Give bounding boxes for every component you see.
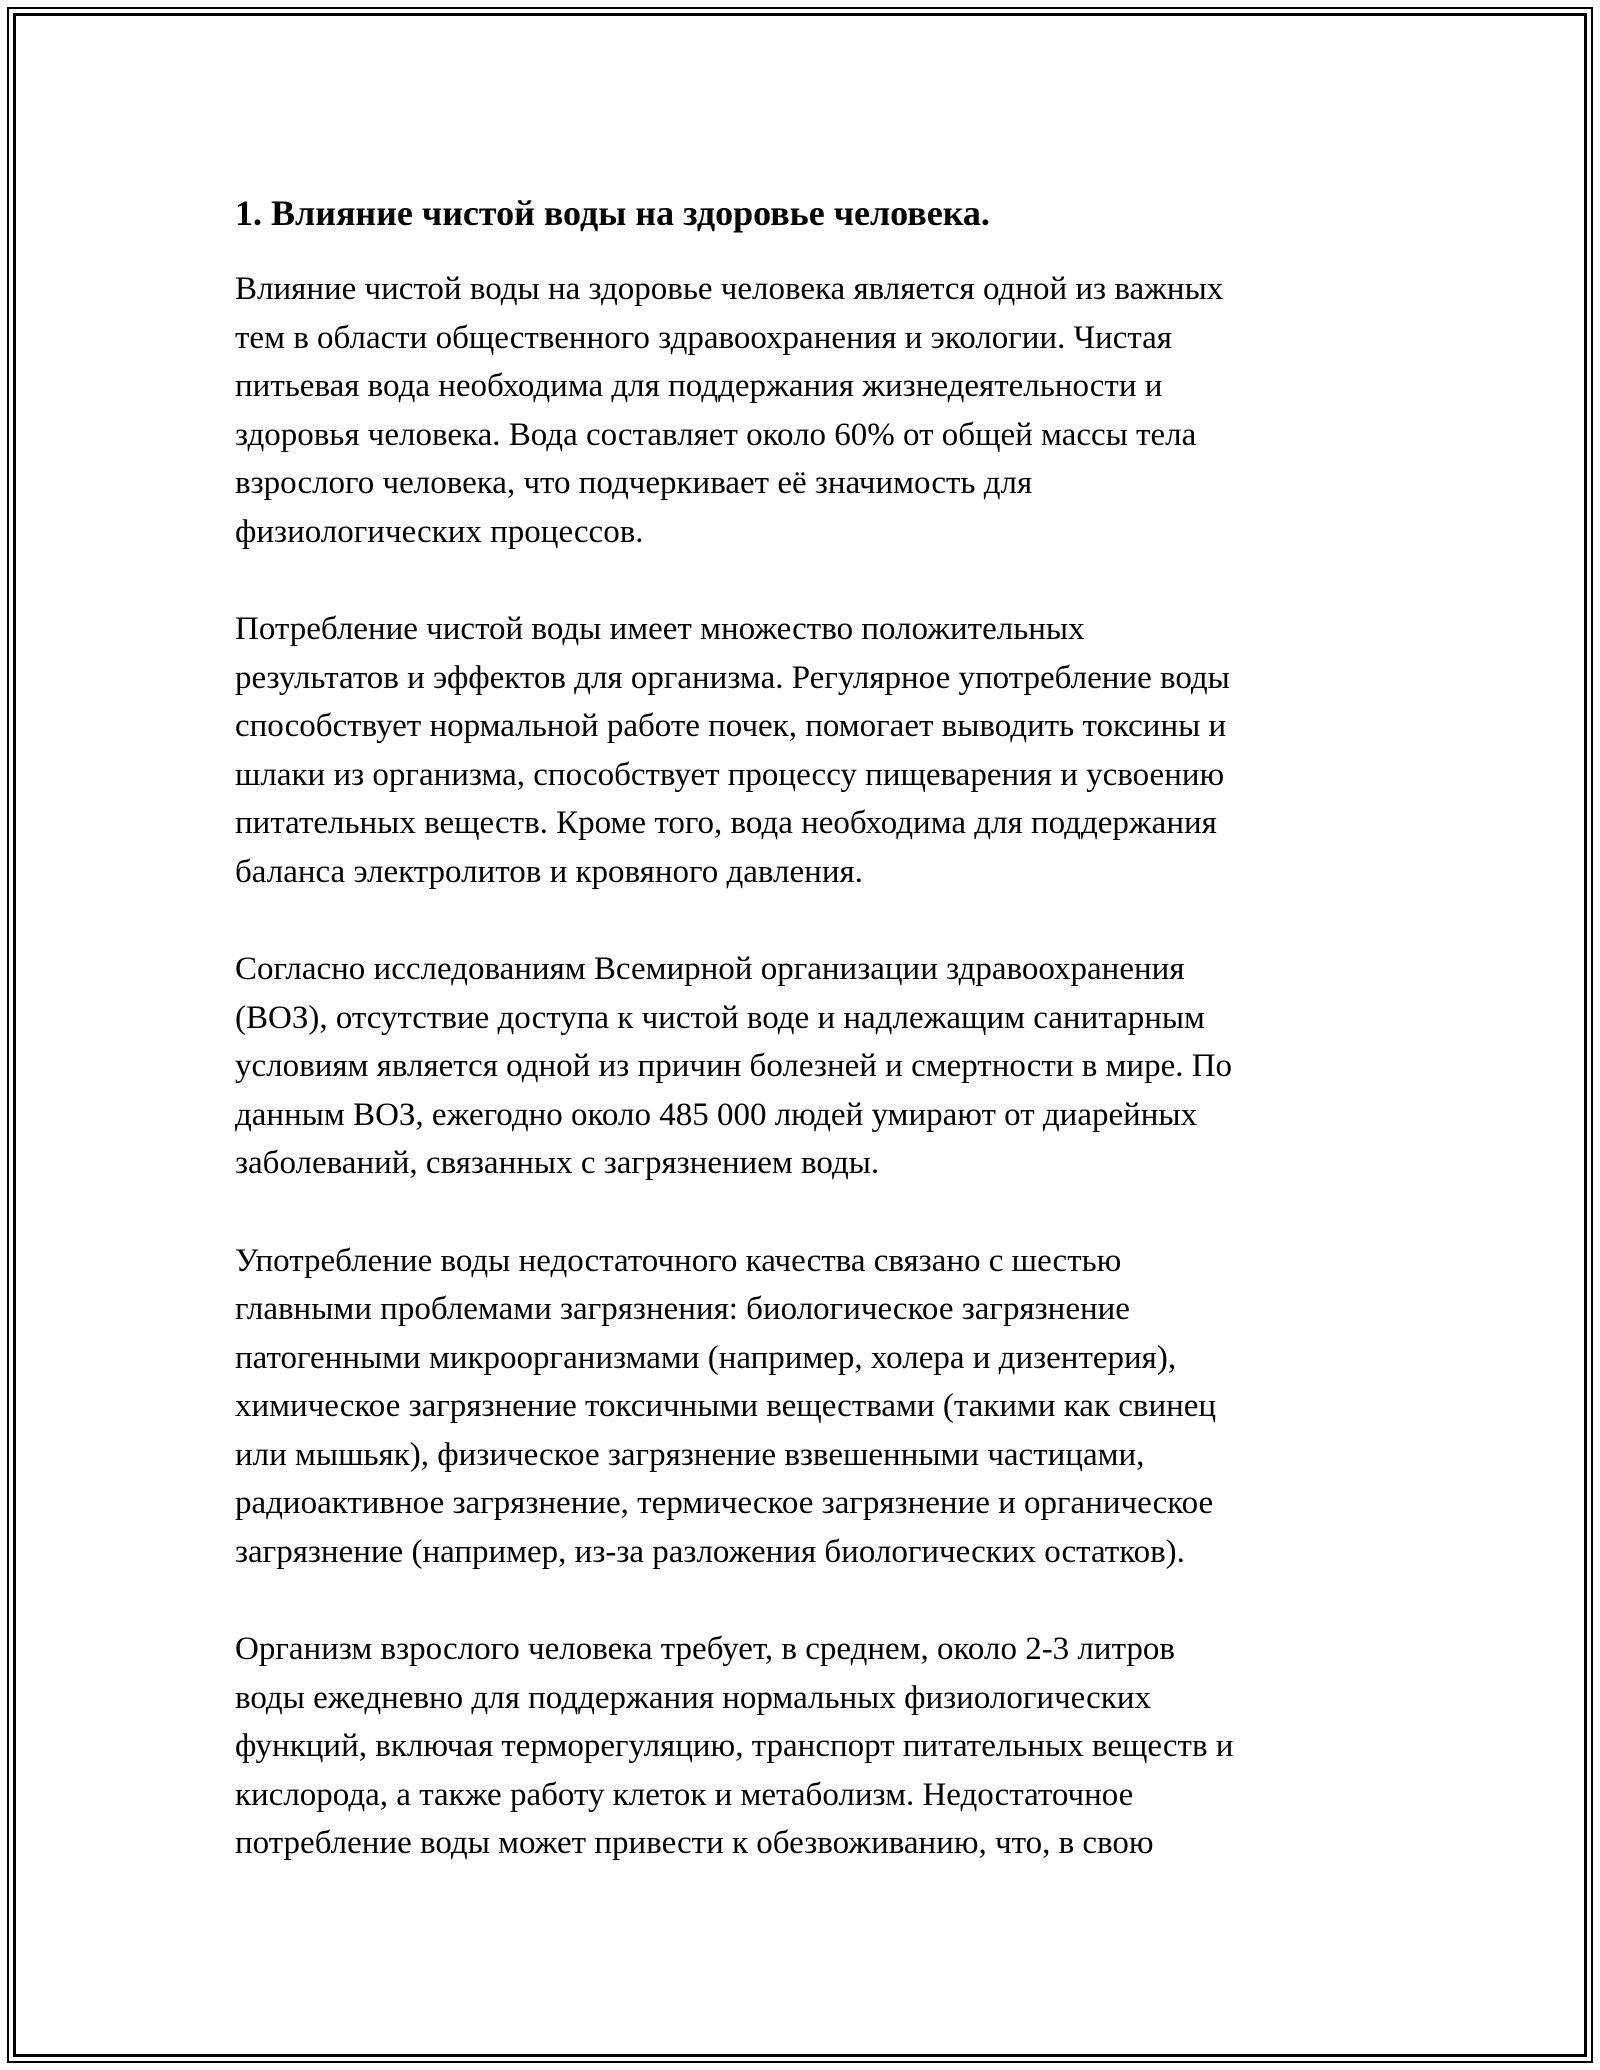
document-body	[235, 189, 1365, 1917]
text-line: (ВОЗ), отсутствие доступа к чистой воде и надлежащим санитарным	[235, 999, 1205, 1036]
text-line: способствует нормальной работе почек, помогает выводить токсины и	[235, 708, 1227, 744]
text-line: данным ВОЗ, ежегодно около 485 000 людей умирают от диарейных	[235, 1096, 1198, 1133]
text-line: кислорода, а также работу клеток и метаболизм. Недостаточное	[235, 1776, 1134, 1813]
text-line: Потребление чистой воды имеет множество положительных	[235, 611, 1085, 647]
text-line: Организм взрослого человека требует, в среднем, около 2-3 литров	[235, 1631, 1175, 1667]
paragraph	[235, 265, 1365, 556]
paragraph	[235, 1237, 1365, 1577]
text-line: питательных веществ. Кроме того, вода необходима для поддержания	[235, 805, 1217, 841]
text-line: патогенными микроорганизмами (например, холера и дизентерия),	[235, 1339, 1177, 1376]
paragraph	[235, 945, 1365, 1188]
text-line: Влияние чистой воды на здоровье человека является одной из важных	[235, 271, 1224, 307]
text-line: шлаки из организма, способствует процессу пищеварения и усвоению	[235, 756, 1225, 793]
text-line: физиологических процессов.	[235, 513, 644, 550]
text-line: главными проблемами загрязнения: биологическое загрязнение	[235, 1291, 1130, 1327]
text-line: загрязнение (например, из-за разложения биологических остатков).	[235, 1533, 1185, 1570]
text-line: питьевая вода необходима для поддержания жизнедеятельности и	[235, 368, 1163, 404]
text-line: воды ежедневно для поддержания нормальных физиологических	[235, 1679, 1151, 1716]
text-line: условиям является одной из причин болезней и смертности в мире. По	[235, 1048, 1233, 1084]
text-line: Употребление воды недостаточного качества связано с шестью	[235, 1242, 1122, 1279]
text-line: Согласно исследованиям Всемирной организации здравоохранения	[235, 951, 1185, 987]
text-line: химическое загрязнение токсичными веществами (такими как свинец	[235, 1388, 1217, 1424]
text-line: тем в области общественного здравоохранения и экологии. Чистая	[235, 319, 1172, 356]
text-line: или мышьяк), физическое загрязнение взвешенными частицами,	[235, 1436, 1145, 1473]
text-line: баланса электролитов и кровяного давления.	[235, 853, 863, 890]
text-line: взрослого человека, что подчеркивает её значимость для	[235, 465, 1033, 501]
text-line: заболеваний, связанных с загрязнением воды.	[235, 1145, 880, 1181]
paragraph	[235, 605, 1365, 896]
text-line: потребление воды может привести к обезвоживанию, что, в свою	[235, 1825, 1154, 1861]
text-line: функций, включая терморегуляцию, транспорт питательных веществ и	[235, 1728, 1234, 1764]
text-line: здоровья человека. Вода составляет около 60% от общей массы тела	[235, 416, 1197, 453]
text-line: радиоактивное загрязнение, термическое загрязнение и органическое	[235, 1485, 1214, 1521]
text-line: результатов и эффектов для организма. Регулярное употребление воды	[235, 659, 1230, 696]
section-heading: 1. Влияние чистой воды на здоровье человека.	[235, 193, 990, 233]
paragraph	[235, 1625, 1365, 1868]
